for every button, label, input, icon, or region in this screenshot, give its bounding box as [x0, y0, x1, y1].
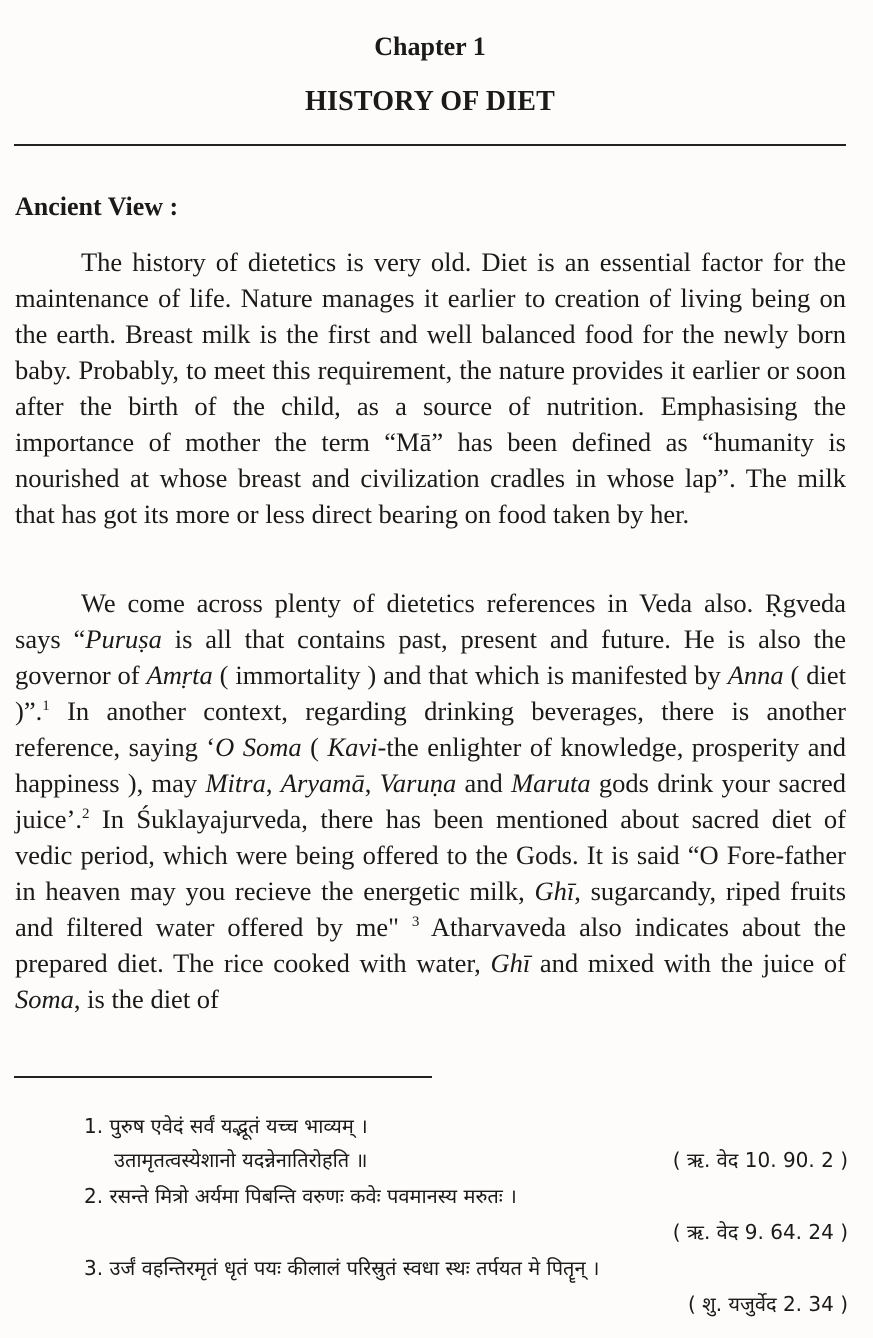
chapter-title: HISTORY OF DIET — [305, 86, 555, 117]
footnote-ref-1: 1 — [42, 698, 50, 715]
paragraph-veda — [15, 585, 846, 1017]
footnote-1-source: ( ऋ. वेद 10. 90. 2 ) — [672, 1148, 848, 1172]
text-run: Atharvaveda also indicates about the prepared diet. The rice cooked with water, — [15, 912, 846, 978]
text-run: In Śuklayajurveda, there has been mentioned about sacred diet of vedic period, which were being offered to the Gods. It is said “O Fore-father in heaven may you recieve the energetic milk, — [15, 804, 846, 906]
term-varuna: Varuṇa — [379, 768, 457, 798]
text-run: We come across plenty of dietetics references in Veda also. Ṛgveda says “ — [15, 588, 846, 654]
footnote-divider — [14, 1076, 432, 1078]
footnote-3-line-1: 3. उर्जं वहन्तिरमृतं धृतं पयः कीलालं परिस्रुतं स्वधा स्थः तर्पयत मे पितॄन् । — [84, 1256, 600, 1280]
text-run: ( — [301, 732, 328, 762]
text-run: ( diet )”. — [15, 660, 846, 726]
text-run: and — [456, 768, 512, 798]
text-run: ( immortality ) and that which is manifested by — [212, 660, 728, 690]
text-run: , — [265, 768, 281, 798]
text-run: , — [364, 768, 380, 798]
footnote-2-source: ( ऋ. वेद 9. 64. 24 ) — [672, 1220, 848, 1244]
term-amrta: Amṛta — [146, 660, 213, 690]
term-ghi: Ghī — [534, 876, 575, 906]
footnote-3-source: ( शु. यजुर्वेद 2. 34 ) — [687, 1292, 848, 1316]
term-o-soma: O Soma — [215, 732, 302, 762]
footnote-ref-3: 3 — [411, 914, 420, 931]
term-aryama: Aryamā — [280, 768, 365, 798]
term-ghi: Ghī — [490, 948, 531, 978]
footnote-1-line-2: उतामृतत्वस्येशानो यदन्नेनातिरोहति ॥ — [114, 1148, 368, 1172]
text-run: , sugarcandy, riped fruits and filtered water offered by me" — [15, 876, 847, 942]
footnote-1-line-1: 1. पुरुष एवेदं सर्वं यद्भूतं यच्च भाव्यम् । — [84, 1114, 368, 1138]
text-run: is all that contains past, present and future. He is also the governor of — [15, 624, 846, 690]
text-run: and mixed with the juice of — [530, 948, 847, 978]
term-anna: Anna — [727, 660, 784, 690]
chapter-number: Chapter 1 — [374, 32, 486, 61]
text-run: -the enlighter of knowledge, prosperity and happiness ), may — [15, 732, 847, 798]
footnote-ref-2: 2 — [81, 806, 90, 823]
text-run: gods drink your sacred juice’. — [15, 768, 847, 834]
term-soma: Soma — [15, 984, 74, 1014]
footnote-2-line-1: 2. रसन्ते मित्रो अर्यमा पिबन्ति वरुणः कवेः पवमानस्य मरुतः । — [84, 1184, 517, 1208]
term-maruta: Maruta — [511, 768, 591, 798]
term-kavi: Kavi — [327, 732, 378, 762]
term-purusa: Puruṣa — [85, 624, 162, 654]
paragraph-history: The history of dietetics is very old. Diet is an essential factor for the maintenance of life. Nature manages it earlier to creation of living being on the earth. Breast milk is the first and well balanced food for the newly born baby. Probably, to meet this requirement, the nature provides it earlier or soon after the birth of the child, as a source of nutrition. Emphasising the importance of mother the term “Mā” has been defined as “humanity is nourished at whose breast and civilization cradles in whose lap”. The milk that has got its more or less direct bearing on food taken by her. — [15, 247, 846, 529]
header-divider — [14, 144, 846, 146]
term-mitra: Mitra — [205, 768, 266, 798]
text-run: , is the diet of — [73, 984, 219, 1014]
text-run: In another context, regarding drinking beverages, there is another reference, saying ‘ — [15, 696, 846, 762]
section-heading: Ancient View : — [15, 192, 179, 221]
